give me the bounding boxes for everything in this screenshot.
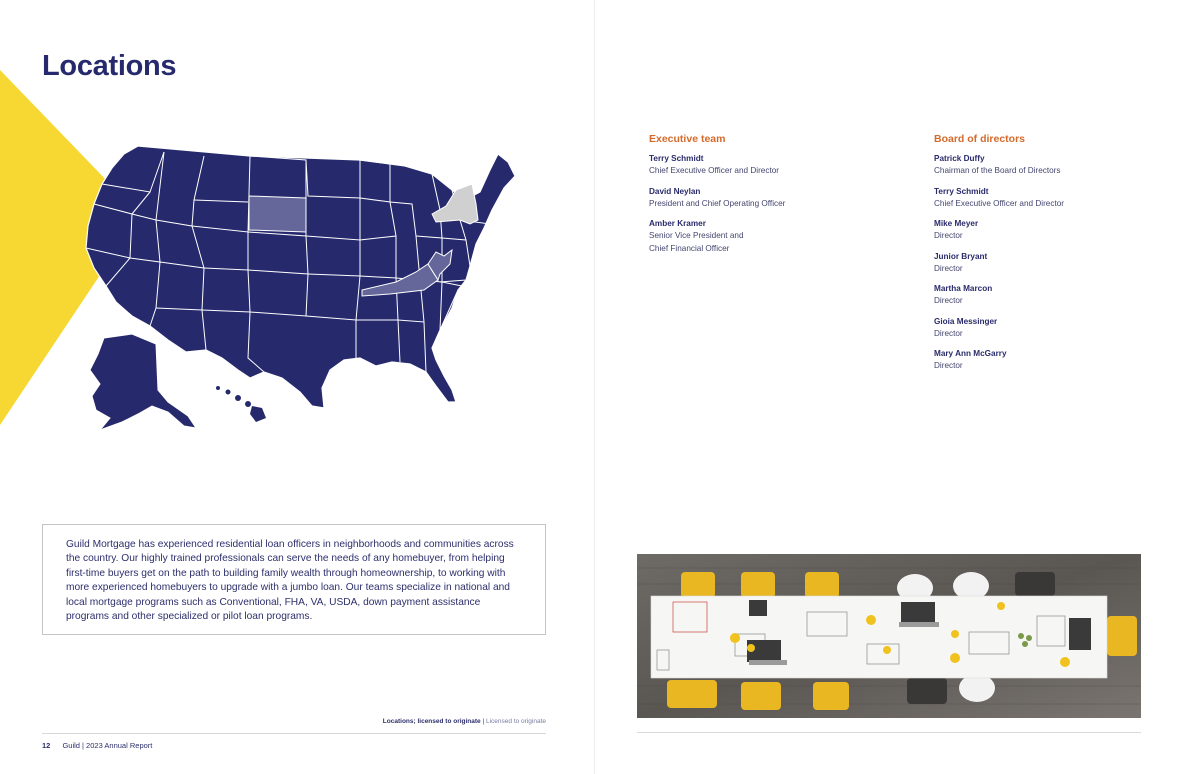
intro-paragraph: Guild Mortgage has experienced residential loan officers in neighborhoods and communities across the country. Our highly trained professionals can serve the needs of any homebuyer, from helping first-time buyers get on the path to building family wealth through homeownership, to working with more experienced homebuyers to upgrade with a jumbo loan. Our teams specialize in national and local mortgage programs such as Conventional, FHA, VA, USDA, down payment assistance programs and other specialized or pilot loan programs. (66, 539, 514, 623)
person-role: Chief Executive Officer and Director (649, 166, 779, 175)
person-role: President and Chief Operating Officer (649, 198, 786, 208)
person-entry (934, 251, 1064, 276)
person-role: Director (934, 361, 963, 370)
person-entry (649, 186, 785, 211)
person-role: Senior Vice President and Chief Financial Officer (649, 231, 744, 253)
person-entry (649, 153, 785, 178)
person-entry (934, 153, 1064, 178)
right-page (594, 0, 1188, 774)
person-name: Junior Bryant (934, 251, 988, 261)
person-role: Director (934, 296, 963, 305)
map-legend (383, 718, 546, 725)
person-entry (934, 186, 1064, 211)
executive-team-heading: Executive team (649, 133, 726, 145)
person-name: Mike Meyer (934, 219, 979, 228)
page-title: Locations (42, 50, 177, 82)
legend-licensed-only: Licensed to originate (486, 718, 546, 725)
conference-table-photo (637, 554, 1141, 718)
person-name: Terry Schmidt (934, 186, 989, 196)
person-name: Martha Marcon (934, 284, 993, 293)
person-entry (934, 348, 1064, 373)
page-footer (42, 741, 152, 750)
person-role: Chief Executive Officer and Director (934, 198, 1064, 208)
footer-divider-right (637, 732, 1141, 733)
executive-team-section (649, 133, 785, 263)
person-entry (934, 316, 1064, 341)
person-role: Director (934, 328, 963, 338)
footer-text: Guild | 2023 Annual Report (62, 741, 153, 750)
person-role: Director (934, 263, 963, 273)
person-entry (934, 283, 1064, 308)
intro-box (42, 524, 546, 635)
person-name: Terry Schmidt (649, 154, 704, 163)
person-name: Gioia Messinger (934, 316, 998, 326)
person-name: Amber Kramer (649, 219, 706, 228)
board-list (934, 153, 1064, 373)
south-dakota-region (249, 196, 306, 232)
executive-team-list (649, 153, 785, 255)
person-role: Director (934, 231, 963, 240)
person-role: Chairman of the Board of Directors (934, 166, 1061, 175)
board-section (934, 133, 1064, 381)
person-name: Patrick Duffy (934, 154, 985, 163)
person-name: Mary Ann McGarry (934, 349, 1007, 358)
legend-locations-licensed: Locations; licensed to originate (382, 718, 481, 725)
board-heading: Board of directors (934, 133, 1026, 145)
legend-separator: | (482, 718, 485, 725)
footer-divider (42, 733, 546, 734)
page-number: 12 (42, 741, 51, 750)
us-locations-map (60, 140, 530, 440)
person-entry (649, 218, 785, 255)
hawaii-shape (216, 386, 266, 422)
person-name: David Neylan (649, 186, 701, 196)
person-entry (934, 218, 1064, 243)
